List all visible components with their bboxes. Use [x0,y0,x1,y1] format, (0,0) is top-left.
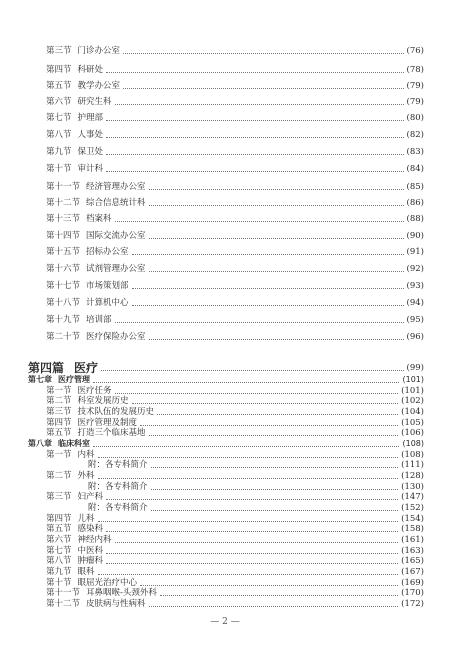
entry-number: 第七节 [46,113,72,123]
entry-number: 第五节 [46,428,72,439]
toc-entry [46,145,424,159]
dot-leader [123,52,404,54]
entry-title: 科研处 [77,65,104,75]
entry-page: (84) [406,164,424,174]
entry-number: 第五节 [46,524,72,535]
entry-page: (101) [401,385,424,396]
entry-page: (86) [406,198,424,208]
entry-title: 护理部 [77,113,104,123]
dot-leader [140,424,398,426]
dot-leader [98,573,399,575]
toc-entry [46,128,424,142]
entry-page: (161) [401,535,424,545]
entry-number: 第十二节 [46,599,81,609]
entry-page: (128) [401,471,424,481]
entry-title: 招标办公室 [86,247,129,257]
toc-entry [46,598,424,610]
entry-title: 市场策划部 [86,281,129,291]
entry-page: (106) [401,428,424,439]
dot-leader [106,136,404,138]
toc-entry [46,162,424,176]
entry-title: 妇产科 [77,492,104,503]
entry-number: 第十七节 [46,281,81,291]
dot-leader [140,584,398,586]
entry-number: 第十节 [46,577,72,588]
toc-entry [46,262,424,276]
entry-title: 档案科 [86,214,112,224]
dot-leader [106,498,398,500]
dot-leader [151,466,399,468]
entry-page: (90) [406,231,424,241]
entry-page: (80) [406,113,424,123]
entry-title: 儿科 [77,513,95,524]
dot-leader [98,477,399,479]
entry-title: 医疗保险办公室 [86,332,146,342]
chapter-page: (108) [402,439,424,448]
entry-page: (95) [406,315,424,325]
entry-title: 附：各专科简介 [88,503,148,513]
entry-title: 门诊办公室 [77,46,121,56]
entry-title: 计算机中心 [86,298,129,308]
entry-title: 耳鼻咽喉-头颈外科 [86,588,157,599]
toc-entry [46,180,424,194]
entry-title: 感染科 [77,524,104,535]
dot-leader [106,530,398,532]
entry-page: (79) [406,97,424,107]
dot-leader [149,237,404,239]
dot-leader [149,188,404,190]
entry-page: (94) [406,298,424,308]
part-title: 医疗 [74,361,99,375]
entry-number: 第八节 [46,130,72,140]
entry-title: 打造三个临床基地 [77,428,146,439]
entry-number: 第三节 [46,492,72,503]
entry-number: 第六节 [46,535,72,545]
dot-leader [93,445,399,447]
entry-page: (108) [401,449,424,460]
entry-number: 第三节 [46,407,72,417]
entry-title: 研究生科 [77,97,112,107]
entry-number: 第四节 [46,417,72,428]
toc-entry [46,111,424,125]
entry-number: 第九节 [46,147,72,157]
dot-leader [106,170,404,172]
entry-title: 眼科 [77,567,95,577]
entry-number: 第十节 [46,164,72,174]
entry-title: 中医科 [77,545,104,556]
entry-number: 第四节 [46,65,72,75]
dot-leader [149,605,399,607]
part-page: (99) [406,363,424,373]
entry-number: 第八节 [46,556,72,567]
entry-title: 保卫处 [77,147,104,157]
entry-number: 第十五节 [46,247,81,257]
entry-page: (158) [401,524,424,535]
entry-page: (111) [401,460,424,471]
dot-leader [132,304,404,306]
entry-page: (163) [401,545,424,556]
entry-title: 科室发展历史 [77,396,129,407]
dot-leader [151,488,399,490]
entry-title: 眼屈光治疗中心 [77,577,138,588]
entry-title: 附：各专科简介 [88,460,148,471]
entry-number: 第六节 [46,97,72,107]
entry-page: (172) [401,599,424,609]
entry-number: 第十六节 [46,264,81,274]
dot-leader [98,456,399,458]
entry-number: 第十四节 [46,231,81,241]
toc-entry [46,95,424,109]
entry-page: (105) [401,417,424,428]
dot-leader [106,71,404,73]
dot-leader [98,520,399,522]
entry-page: (102) [401,396,424,407]
entry-title: 试剂管理办公室 [86,264,146,274]
entry-page: (170) [401,588,424,599]
dot-leader [115,103,404,105]
entry-page: (165) [401,556,424,567]
entry-page: (85) [406,182,424,192]
entry-title: 综合信息统计科 [86,198,146,208]
entry-title: 国际交流办公室 [86,231,146,241]
dot-leader [115,392,399,394]
dot-leader [93,381,399,383]
dot-leader [149,204,404,206]
dot-leader [149,434,399,436]
entry-number: 第一节 [46,449,72,460]
dot-leader [101,369,404,371]
entry-page: (88) [406,214,424,224]
entry-title: 内科 [77,449,95,460]
page-number: — 2 — [210,617,240,627]
entry-page: (169) [401,577,424,588]
entry-title: 医疗任务 [77,385,112,396]
toc-entry [46,79,424,93]
chapter-number: 第八章 [28,439,52,448]
entry-number: 第十八节 [46,298,81,308]
toc-entry [46,296,424,310]
dot-leader [149,270,404,272]
entry-title: 教学办公室 [77,81,121,91]
chapter-title: 医疗管理 [58,375,90,384]
entry-page: (152) [401,503,424,513]
entry-page: (96) [406,332,424,342]
entry-title: 医疗管理及制度 [77,417,138,428]
entry-page: (91) [406,247,424,257]
entry-title: 外科 [77,471,95,481]
entry-number: 第二节 [46,396,72,407]
dot-leader [151,509,399,511]
entry-number: 第九节 [46,567,72,577]
entry-number: 第一节 [46,385,72,396]
entry-number: 第十一节 [46,182,81,192]
entry-number: 第七节 [46,545,72,556]
entry-number: 第十三节 [46,214,81,224]
dot-leader [115,321,404,323]
chapter-title: 临床科室 [58,439,90,448]
entry-page: (78) [406,65,424,75]
entry-title: 技术队伍的发展历史 [77,407,155,417]
dot-leader [106,552,398,554]
toc-entry [46,229,424,243]
dot-leader [106,562,398,564]
entry-title: 人事处 [77,130,104,140]
toc-entry [46,330,424,344]
toc-entry [46,212,424,226]
entry-page: (154) [401,513,424,524]
chapter-number: 第七章 [28,375,52,384]
entry-page: (92) [406,264,424,274]
dot-leader [132,402,399,404]
entry-number: 第十二节 [46,198,81,208]
toc-entry [46,245,424,259]
entry-number: 第三节 [46,46,72,56]
entry-number: 第二节 [46,471,72,481]
entry-title: 肿瘤科 [77,556,104,567]
entry-number: 第五节 [46,81,72,91]
entry-number: 第十九节 [46,315,81,325]
dot-leader [106,119,404,121]
entry-title: 培训部 [86,315,112,325]
entry-page: (130) [401,481,424,492]
chapter-page: (101) [402,375,424,384]
entry-number: 第二十节 [46,332,81,342]
dot-leader [132,287,404,289]
dot-leader [149,338,404,340]
entry-page: (83) [406,147,424,157]
toc-entry [46,44,424,58]
entry-title: 附：各专科简介 [88,481,148,492]
entry-page: (82) [406,130,424,140]
toc-entry [46,279,424,293]
entry-title: 神经内科 [77,535,112,545]
dot-leader [115,220,404,222]
toc-entry [46,196,424,210]
entry-page: (167) [401,567,424,577]
entry-page: (147) [401,492,424,503]
toc-entry [46,63,424,77]
part-number: 第四篇 [28,361,65,375]
dot-leader [123,87,404,89]
dot-leader [115,541,399,543]
dot-leader [160,594,398,596]
dot-leader [106,153,404,155]
entry-title: 皮肤病与性病科 [86,599,146,609]
toc-entry [46,313,424,327]
entry-page: (76) [406,46,424,56]
dot-leader [157,413,398,415]
entry-title: 经济管理办公室 [86,182,146,192]
entry-page: (93) [406,281,424,291]
entry-page: (79) [406,81,424,91]
entry-number: 第四节 [46,513,72,524]
entry-page: (104) [401,407,424,417]
dot-leader [132,253,404,255]
entry-title: 审计科 [77,164,104,174]
entry-number: 第十一节 [46,588,81,599]
